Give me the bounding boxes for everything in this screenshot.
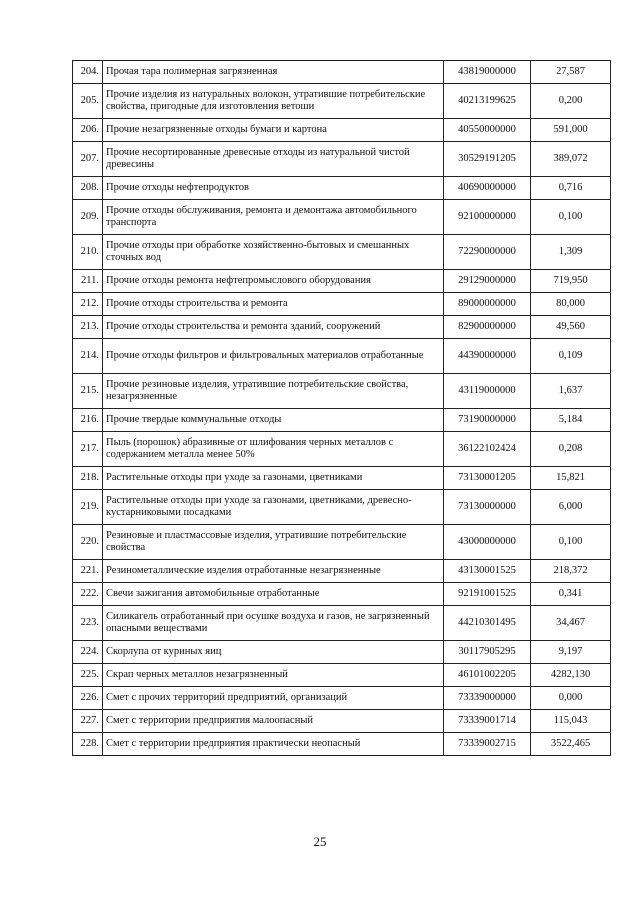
waste-name: Прочие отходы фильтров и фильтровальных материалов отработанные — [103, 339, 444, 374]
table-row — [73, 339, 611, 374]
waste-amount: 80,000 — [531, 293, 611, 316]
waste-code: 92191001525 — [444, 583, 531, 606]
waste-amount: 0,341 — [531, 583, 611, 606]
table-row — [73, 119, 611, 142]
row-number: 210. — [73, 235, 103, 270]
waste-code: 43119000000 — [444, 374, 531, 409]
waste-code: 73339002715 — [444, 733, 531, 756]
row-number: 225. — [73, 664, 103, 687]
row-number: 226. — [73, 687, 103, 710]
row-number: 206. — [73, 119, 103, 142]
waste-code: 89000000000 — [444, 293, 531, 316]
waste-table — [72, 60, 611, 756]
table-row — [73, 409, 611, 432]
row-number: 212. — [73, 293, 103, 316]
table-row — [73, 200, 611, 235]
row-number: 220. — [73, 525, 103, 560]
waste-name: Резиновые и пластмассовые изделия, утратившие потребительские свойства — [103, 525, 444, 560]
table-row — [73, 235, 611, 270]
row-number: 214. — [73, 339, 103, 374]
table-row — [73, 733, 611, 756]
waste-name: Прочие незагрязненные отходы бумаги и картона — [103, 119, 444, 142]
waste-code: 73130001205 — [444, 467, 531, 490]
waste-name: Смет с прочих территорий предприятий, организаций — [103, 687, 444, 710]
waste-name: Пыль (порошок) абразивные от шлифования черных металлов с содержанием металла менее 50% — [103, 432, 444, 467]
waste-amount: 49,560 — [531, 316, 611, 339]
waste-name: Прочая тара полимерная загрязненная — [103, 61, 444, 84]
waste-code: 73339001714 — [444, 710, 531, 733]
waste-amount: 0,200 — [531, 84, 611, 119]
waste-name: Прочие отходы обслуживания, ремонта и демонтажа автомобильного транспорта — [103, 200, 444, 235]
waste-code: 82900000000 — [444, 316, 531, 339]
waste-amount: 5,184 — [531, 409, 611, 432]
table-row — [73, 664, 611, 687]
waste-name: Смет с территории предприятия малоопасный — [103, 710, 444, 733]
table-row — [73, 374, 611, 409]
waste-code: 29129000000 — [444, 270, 531, 293]
table-row — [73, 606, 611, 641]
waste-amount: 3522,465 — [531, 733, 611, 756]
row-number: 228. — [73, 733, 103, 756]
page-number: 25 — [313, 834, 327, 849]
table-row — [73, 687, 611, 710]
row-number: 215. — [73, 374, 103, 409]
table-row — [73, 583, 611, 606]
waste-amount: 15,821 — [531, 467, 611, 490]
row-number: 211. — [73, 270, 103, 293]
waste-code: 46101002205 — [444, 664, 531, 687]
waste-code: 30529191205 — [444, 142, 531, 177]
table-row — [73, 710, 611, 733]
row-number: 222. — [73, 583, 103, 606]
row-number: 208. — [73, 177, 103, 200]
waste-name: Прочие отходы строительства и ремонта — [103, 293, 444, 316]
waste-name: Растительные отходы при уходе за газонами, цветниками — [103, 467, 444, 490]
waste-amount: 0,716 — [531, 177, 611, 200]
waste-name: Свечи зажигания автомобильные отработанные — [103, 583, 444, 606]
row-number: 205. — [73, 84, 103, 119]
table-row — [73, 641, 611, 664]
row-number: 216. — [73, 409, 103, 432]
waste-amount: 719,950 — [531, 270, 611, 293]
waste-code: 40550000000 — [444, 119, 531, 142]
waste-code: 44390000000 — [444, 339, 531, 374]
table-row — [73, 316, 611, 339]
waste-amount: 6,000 — [531, 490, 611, 525]
waste-name: Смет с территории предприятия практически неопасный — [103, 733, 444, 756]
waste-name: Прочие отходы ремонта нефтепромыслового оборудования — [103, 270, 444, 293]
waste-name: Прочие несортированные древесные отходы из натуральной чистой древесины — [103, 142, 444, 177]
waste-name: Прочие отходы нефтепродуктов — [103, 177, 444, 200]
waste-name: Силикагель отработанный при осушке воздуха и газов, не загрязненный опасными веществами — [103, 606, 444, 641]
waste-code: 92100000000 — [444, 200, 531, 235]
waste-code: 43819000000 — [444, 61, 531, 84]
waste-name: Прочие резиновые изделия, утратившие потребительские свойства, незагрязненные — [103, 374, 444, 409]
waste-table-body — [73, 61, 611, 756]
waste-code: 72290000000 — [444, 235, 531, 270]
waste-amount: 34,467 — [531, 606, 611, 641]
waste-amount: 389,072 — [531, 142, 611, 177]
waste-code: 40213199625 — [444, 84, 531, 119]
waste-amount: 591,000 — [531, 119, 611, 142]
row-number: 227. — [73, 710, 103, 733]
table-row — [73, 432, 611, 467]
waste-code: 43130001525 — [444, 560, 531, 583]
waste-amount: 27,587 — [531, 61, 611, 84]
waste-name: Прочие отходы при обработке хозяйственно-бытовых и смешанных сточных вод — [103, 235, 444, 270]
waste-code: 40690000000 — [444, 177, 531, 200]
table-row — [73, 560, 611, 583]
waste-amount: 0,109 — [531, 339, 611, 374]
table-row — [73, 142, 611, 177]
waste-amount: 0,100 — [531, 525, 611, 560]
row-number: 218. — [73, 467, 103, 490]
waste-code: 73190000000 — [444, 409, 531, 432]
table-row — [73, 293, 611, 316]
waste-code: 44210301495 — [444, 606, 531, 641]
table-row — [73, 490, 611, 525]
row-number: 219. — [73, 490, 103, 525]
table-row — [73, 84, 611, 119]
row-number: 204. — [73, 61, 103, 84]
waste-code: 36122102424 — [444, 432, 531, 467]
row-number: 209. — [73, 200, 103, 235]
row-number: 223. — [73, 606, 103, 641]
waste-amount: 0,208 — [531, 432, 611, 467]
row-number: 217. — [73, 432, 103, 467]
waste-code: 73130000000 — [444, 490, 531, 525]
waste-amount: 4282,130 — [531, 664, 611, 687]
waste-name: Скорлупа от куриных яиц — [103, 641, 444, 664]
table-row — [73, 177, 611, 200]
waste-name: Прочие твердые коммунальные отходы — [103, 409, 444, 432]
row-number: 213. — [73, 316, 103, 339]
waste-amount: 115,043 — [531, 710, 611, 733]
waste-code: 73339000000 — [444, 687, 531, 710]
waste-amount: 1,309 — [531, 235, 611, 270]
waste-amount: 218,372 — [531, 560, 611, 583]
waste-code: 43000000000 — [444, 525, 531, 560]
table-row — [73, 525, 611, 560]
waste-name: Прочие изделия из натуральных волокон, утратившие потребительские свойства, пригодные для изготовления ветоши — [103, 84, 444, 119]
table-row — [73, 61, 611, 84]
waste-amount: 1,637 — [531, 374, 611, 409]
waste-amount: 0,000 — [531, 687, 611, 710]
table-row — [73, 467, 611, 490]
row-number: 221. — [73, 560, 103, 583]
row-number: 207. — [73, 142, 103, 177]
waste-name: Растительные отходы при уходе за газонами, цветниками, древесно-кустарниковыми посадками — [103, 490, 444, 525]
waste-amount: 9,197 — [531, 641, 611, 664]
waste-code: 30117905295 — [444, 641, 531, 664]
waste-name: Резинометаллические изделия отработанные незагрязненные — [103, 560, 444, 583]
row-number: 224. — [73, 641, 103, 664]
waste-name: Скрап черных металлов незагрязненный — [103, 664, 444, 687]
table-row — [73, 270, 611, 293]
waste-name: Прочие отходы строительства и ремонта зданий, сооружений — [103, 316, 444, 339]
waste-amount: 0,100 — [531, 200, 611, 235]
